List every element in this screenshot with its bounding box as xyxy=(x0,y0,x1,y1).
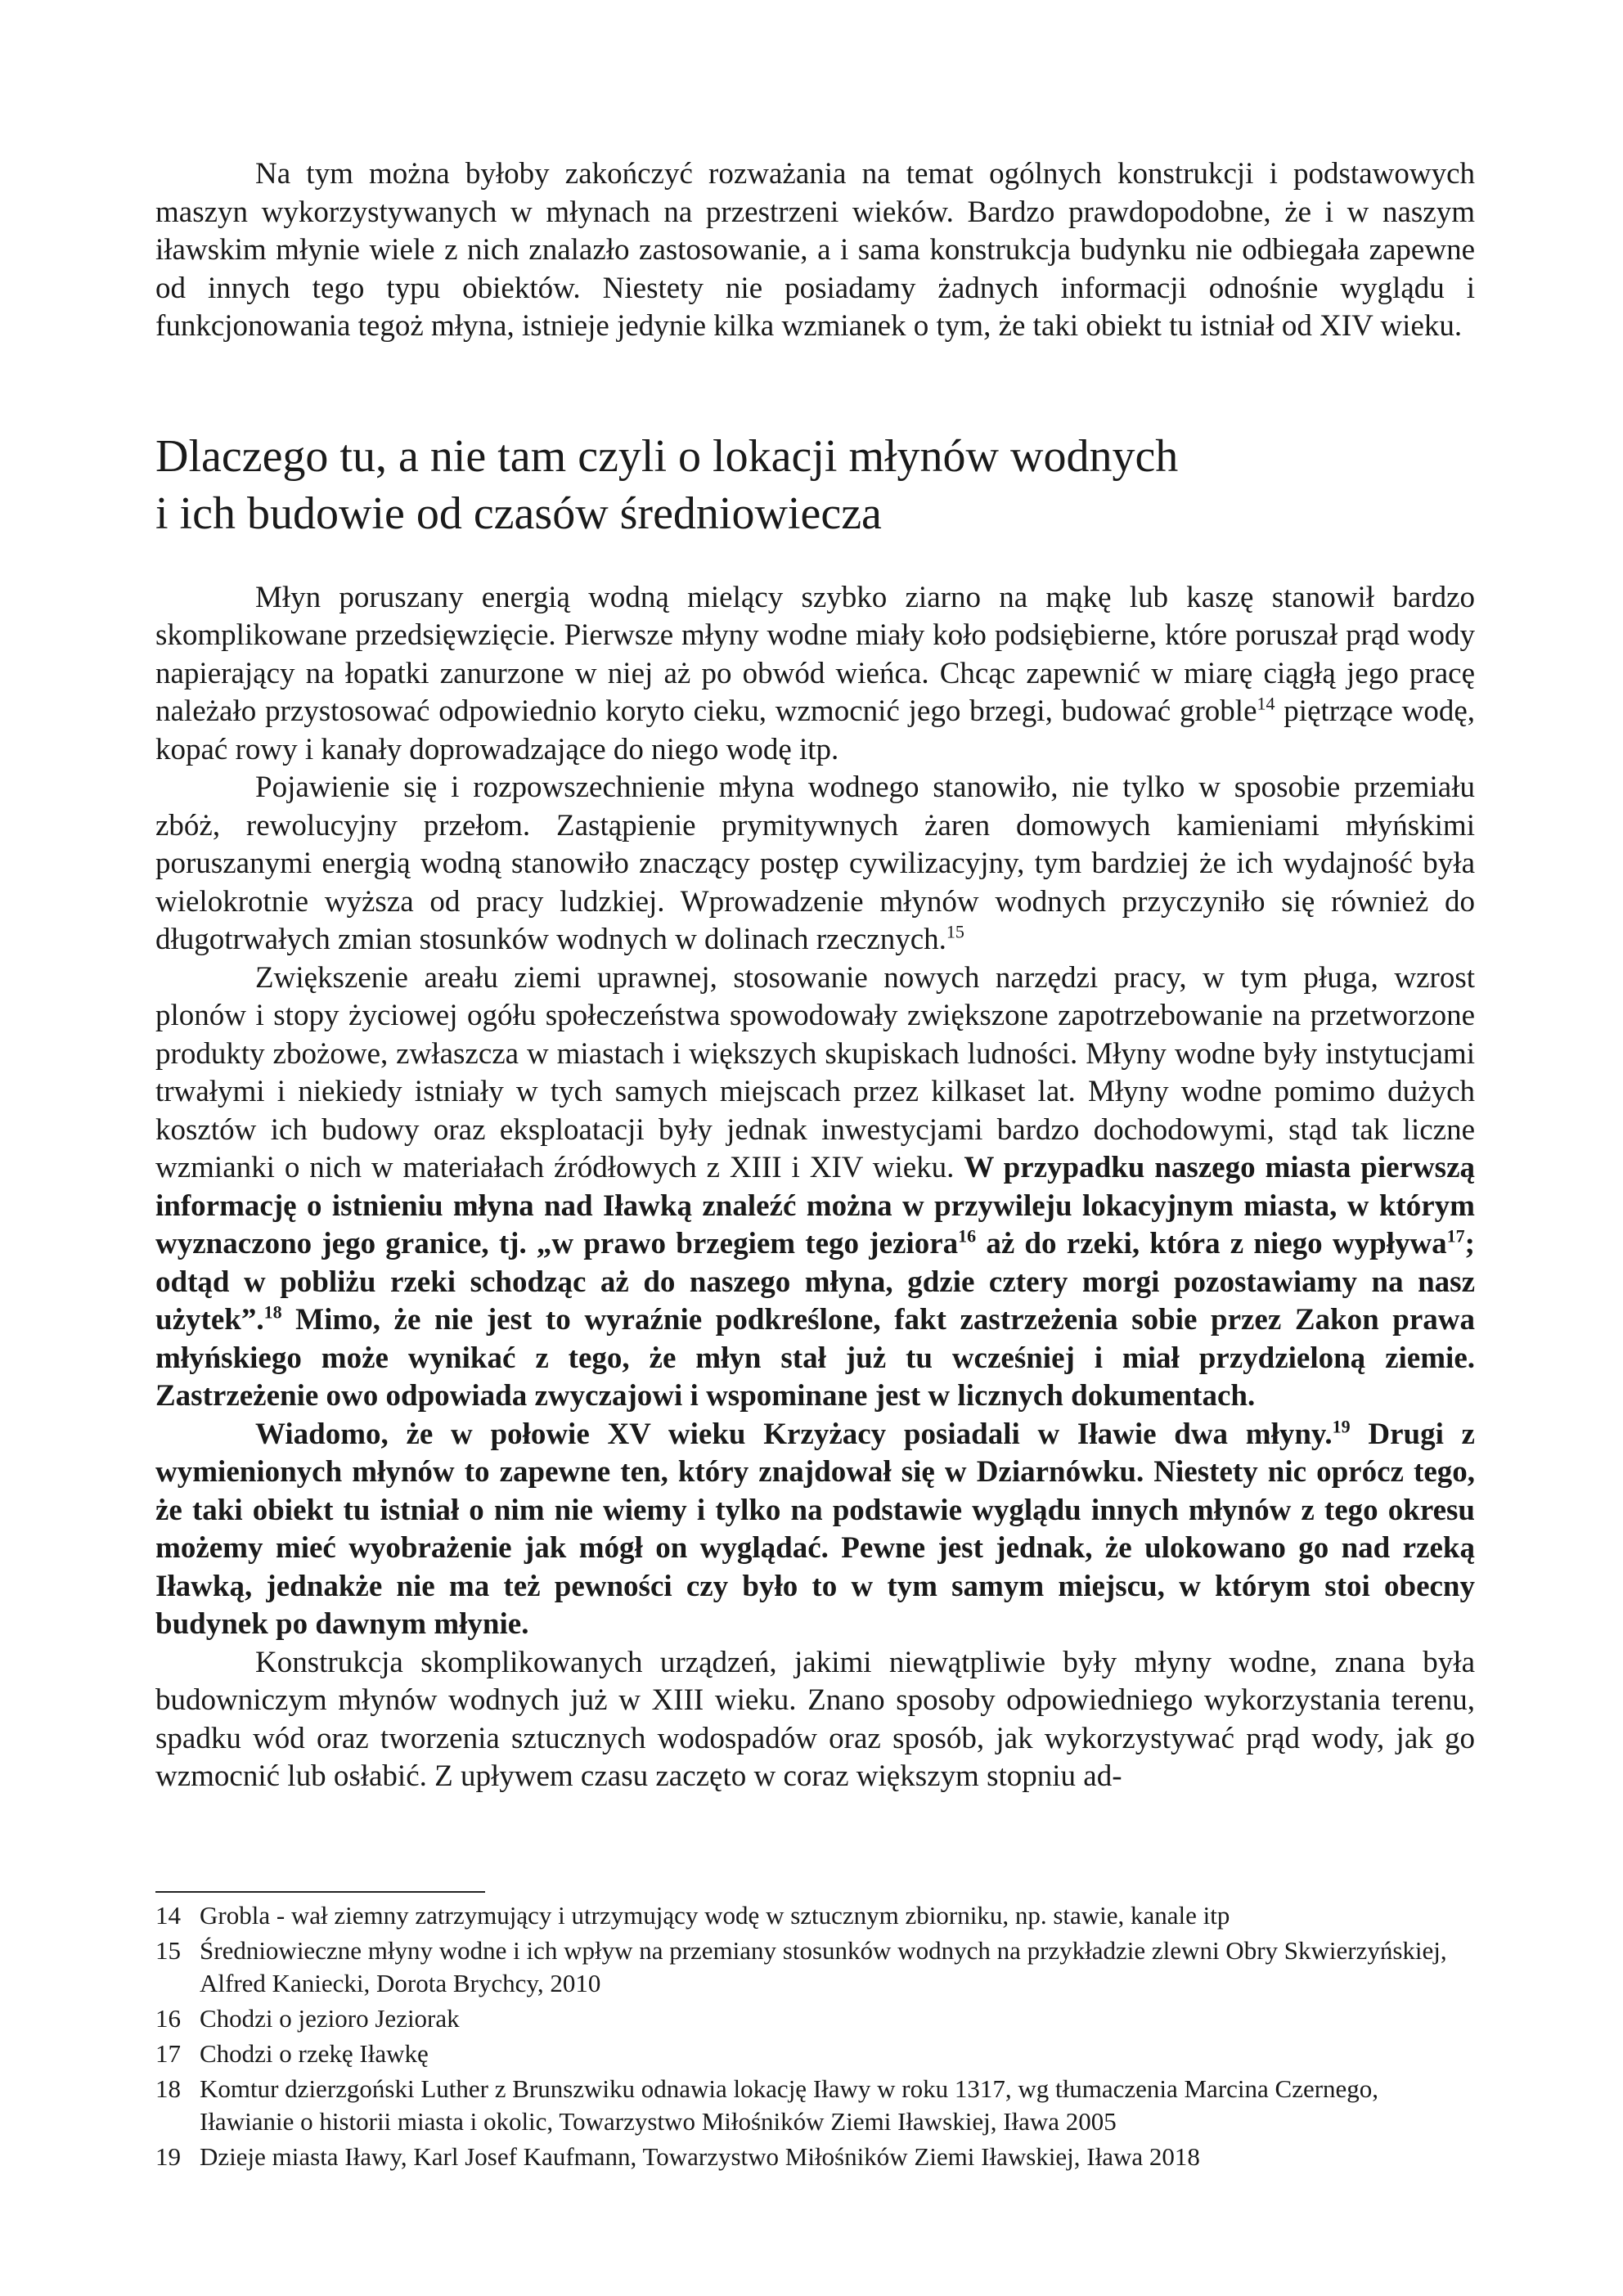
footnote-ref-14: 14 xyxy=(1257,693,1275,714)
footnote-number: 15 xyxy=(155,1936,181,1965)
p2-text: Pojawienie się i rozpowszechnienie młyna wodnego stanowiło, nie tylko w sposobie przemiału zbóż, rewolucyjny przełom. Zastąpienie prymitywnych żaren domowych kamieniami młyńskimi poruszanymi energią wodną stanowiło znaczący postęp cywilizacyjny, tym bardziej że ich wydajność była wielokrotnie wyższa od pracy ludzkiej. Wprowadzenie młynów wodnych przyczyniło się również do długotrwałych zmian stosunków wodnych w dolinach rzecznych. xyxy=(155,771,1475,956)
p3-text-a: Zwiększenie areału ziemi uprawnej, stosowanie nowych narzędzi pracy, w tym pługa, wzrost plonów i stopy życiowej ogółu społeczeństwa spowodowały zwiększone zapotrzebowanie na przetworzone produkty zbożowe, zwłaszcza w miastach i większych skupiskach ludności. Młyny wodne były instytucjami trwałymi i niekiedy istniały w tych samych miejscach przez kilkaset lat. Młyny wodne pomimo dużych kosztów ich budowy oraz eksploatacji były jednak inwestycjami bardzo dochodowymi, stąd tak liczne wzmianki o nich w materiałach źródłowych z XIII i XIV wieku. xyxy=(155,960,1475,1184)
footnote-15 xyxy=(155,1934,1475,2000)
section-heading xyxy=(155,428,1475,542)
paragraph-4 xyxy=(155,1416,1475,1644)
footnote-text: Chodzi o jezioro Jeziorak xyxy=(200,2004,460,2033)
footnotes xyxy=(155,1899,1475,2176)
p1-text-a: Młyn poruszany energią wodną mielący szybko ziarno na mąkę lub kaszę stanowił bardzo skomplikowane przedsięwzięcie. Pierwsze młyny wodne miały koło podsiębierne, które poruszał prąd wody napierający na łopatki zanurzone w niej aż po obwód wieńca. Chcąc zapewnić w miarę ciągłą jego pracę należało przystosować odpowiednio koryto cieku, wzmocnić jego brzegi, budować groble xyxy=(155,580,1475,728)
p1-text-b: piętrzące wodę, kopać rowy i kanały doprowadzające do niego wodę itp. xyxy=(155,694,1475,766)
footnote-text: Średniowieczne młyny wodne i ich wpływ na przemiany stosunków wodnych na przykładzie zlewni Obry Skwierzyńskiej, Alfred Kaniecki, Dorota Brychcy, 2010 xyxy=(200,1936,1447,1997)
paragraph-3 xyxy=(155,959,1475,1416)
page-body xyxy=(155,155,1475,1796)
footnote-text: Dzieje miasta Iławy, Karl Josef Kaufmann, Towarzystwo Miłośników Ziemi Iławskiej, Iława 2018 xyxy=(200,2142,1200,2171)
heading-line-2: i ich budowie od czasów średniowiecza xyxy=(155,488,882,539)
p4-text-a: Wiadomo, że w połowie XV wieku Krzyżacy posiadali w Iławie dwa młyny. xyxy=(255,1417,1333,1451)
footnote-number: 16 xyxy=(155,2004,181,2033)
intro-paragraph: Na tym można byłoby zakończyć rozważania na temat ogólnych konstrukcji i podstawowych maszyn wykorzystywanych w młynach na przestrzeni wieków. Bardzo prawdopodobne, że i w naszym iławskim młynie wiele z nich znalazło zastosowanie, a i sama konstrukcja budynku nie odbiegała zapewne od innych tego typu obiektów. Niestety nie posiadamy żadnych informacji odnośnie wyglądu i funkcjonowania tegoż młyna, istnieje jedynie kilka wzmianek o tym, że taki obiekt tu istniał od XIV wieku. xyxy=(155,157,1475,343)
p4-bold-text xyxy=(155,1418,1475,1642)
p3-bold-2: aż do rzeki, która z niego wypływa xyxy=(976,1227,1447,1260)
footnote-ref-18: 18 xyxy=(263,1301,282,1323)
paragraph-5: Konstrukcja skomplikowanych urządzeń, jakimi niewątpliwie były młyny wodne, znana była budowniczym młynów wodnych już w XIII wieku. Znano sposoby odpowiedniego wykorzystania terenu, spadku wód oraz tworzenia sztucznych wodospadów oraz sposób, jak wykorzystywać prąd wody, jak go wzmocnić lub osłabić. Z upływem czasu zaczęto w coraz większym stopniu ad- xyxy=(155,1645,1475,1793)
footnote-text: Komtur dzierzgoński Luther z Brunszwiku odnawia lokację Iławy w roku 1317, wg tłumaczenia Marcina Czernego, Iławianie o historii miasta i okolic, Towarzystwo Miłośników Ziemi Iławskiej, Iława 2005 xyxy=(200,2074,1379,2136)
footnote-text: Grobla - wał ziemny zatrzymujący i utrzymujący wodę w sztucznym zbiorniku, np. stawie, kanale itp xyxy=(200,1901,1230,1930)
p3-bold-4: Mimo, że nie jest to wyraźnie podkreślone, fakt zastrzeżenia sobie przez Zakon prawa młyńskiego może wynikać z tego, że młyn stał już tu wcześniej i miał przydzieloną ziemie. Zastrzeżenie owo odpowiada zwyczajowi i wspominane jest w licznych dokumentach. xyxy=(155,1303,1475,1413)
p4-text-b: Drugi z wymienionych młynów to zapewne ten, który znajdował się w Dziarnówku. Niestety nic oprócz tego, że taki obiekt tu istniał o nim nie wiemy i tylko na podstawie wyglądu innych młynów z tego okresu możemy mieć wyobrażenie jak mógł on wyglądać. Pewne jest jednak, że ulokowano go nad rzeką Iławką, jednakże nie ma też pewności czy było to w tym samym miejscu, w którym stoi obecny budynek po dawnym młynie. xyxy=(155,1417,1475,1641)
footnote-ref-16: 16 xyxy=(958,1225,977,1247)
footnote-ref-15: 15 xyxy=(946,921,964,942)
footnote-text: Chodzi o rzekę Iławkę xyxy=(200,2039,429,2068)
footnote-18 xyxy=(155,2073,1475,2138)
footnote-14 xyxy=(155,1899,1475,1932)
p3-bold-3: ; odtąd w pobliżu rzeki schodząc aż do naszego młyna, gdzie cztery morgi pozostawiamy na nasz użytek”. xyxy=(155,1227,1475,1337)
footnote-number: 18 xyxy=(155,2074,181,2103)
footnote-19 xyxy=(155,2141,1475,2173)
heading-line-1: Dlaczego tu, a nie tam czyli o lokacji młynów wodnych xyxy=(155,430,1179,482)
footnote-number: 19 xyxy=(155,2142,181,2171)
paragraph-2 xyxy=(155,769,1475,959)
footnote-ref-19: 19 xyxy=(1332,1416,1351,1437)
footnote-ref-17: 17 xyxy=(1446,1225,1465,1247)
footnote-number: 14 xyxy=(155,1901,181,1930)
footnote-17 xyxy=(155,2038,1475,2070)
paragraph-1 xyxy=(155,579,1475,770)
p3-bold-text xyxy=(155,1151,1475,1413)
p3-bold-1: W przypadku naszego miasta pierwszą informację o istnieniu młyna nad Iławką znaleźć można w przywileju lokacyjnym miasta, w którym wyznaczono jego granice, tj. „w prawo brzegiem tego jeziora xyxy=(155,1151,1476,1260)
footnote-separator xyxy=(155,1891,485,1893)
footnote-16 xyxy=(155,2002,1475,2035)
footnote-number: 17 xyxy=(155,2039,181,2068)
